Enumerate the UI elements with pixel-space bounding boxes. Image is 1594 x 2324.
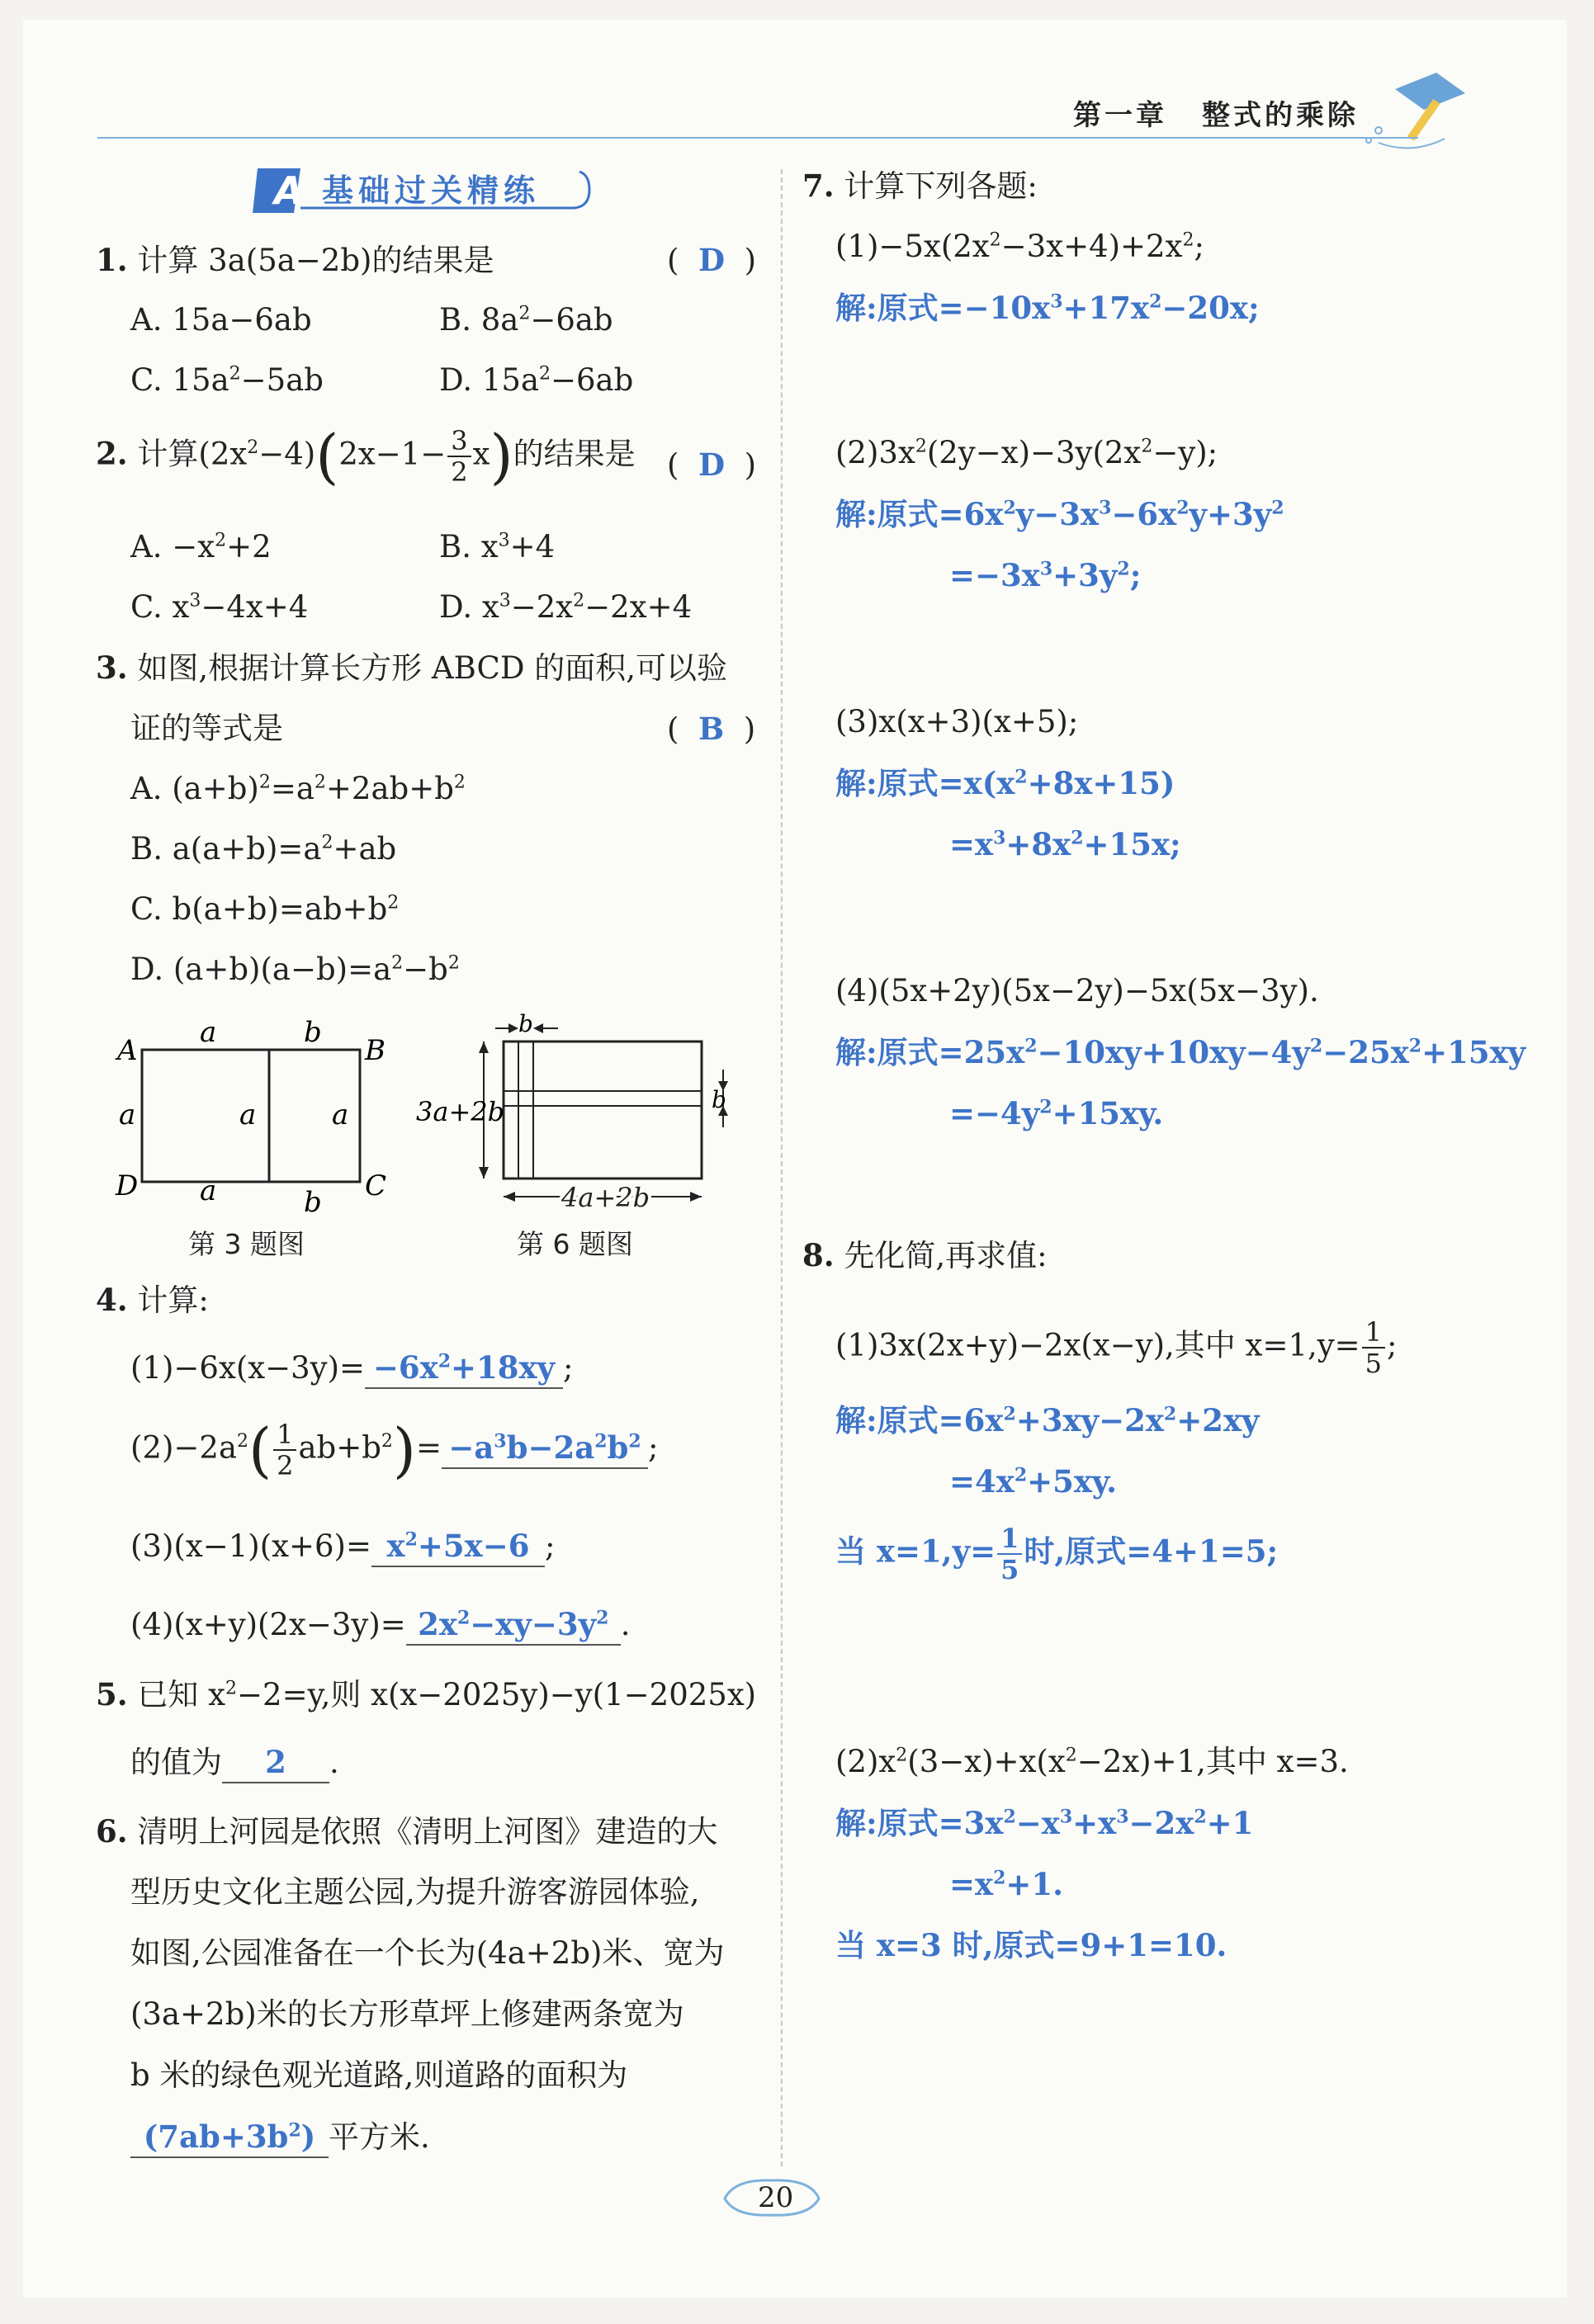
- q7-part-1: $(1)-5x(2x^2-3x+4)+2x^2$;: [835, 229, 1204, 264]
- page-number-badge: [718, 2174, 825, 2220]
- q1-option-a: A. 15a−6ab: [130, 302, 312, 338]
- q2-option-a: A. $-x^2+2$: [130, 529, 272, 564]
- figure-6-caption: 第 6 题图: [517, 1228, 633, 1260]
- q1-answer-bracket: ( D ): [667, 242, 757, 278]
- q3-option-b: B. $a(a+b)=a^2+ab$: [130, 831, 397, 867]
- q1-option-b: B. $8a^2-6ab$: [439, 302, 613, 338]
- q7-solution-2: 解:原式$=6x^2y-3x^3-6x^2y+3y^2$: [835, 496, 1284, 532]
- chapter-number: 第一章: [1073, 99, 1167, 132]
- q8-evaluation-2: 当 x=3 时,原式=9+1=10.: [835, 1927, 1227, 1963]
- vertex-a: A: [117, 1034, 138, 1067]
- q7-solution-4: 解:原式$=25x^2-10xy+10xy-4y^2-25x^2+15xy$: [835, 1034, 1526, 1070]
- q7-solution-1: 解:原式$=-10x^3+17x^2-20x$;: [835, 290, 1260, 326]
- q8-solution-2: 解:原式$=3x^2-x^3+x^3-2x^2+1$: [835, 1805, 1254, 1841]
- q3-line-2: 证的等式是: [130, 711, 283, 746]
- q4-part-3: $(3)(x-1)(x+6)= x^2+5x-6$ ;: [130, 1527, 555, 1567]
- section-banner: [253, 165, 599, 216]
- top-road-width: b: [518, 1012, 533, 1037]
- q5-line-2: 的值为 2 .: [130, 1743, 339, 1783]
- top-label-a: a: [200, 1017, 217, 1049]
- figure-3-rectangle: [107, 1017, 396, 1223]
- q8-evaluation-1: 当 x=1,y= $\frac{1}{5}$ 时,原式=4+1=5;: [835, 1523, 1279, 1585]
- q2-answer-bracket: ( D ): [667, 446, 757, 483]
- q7-solution-3: 解:原式$=x(x^2+8x+15)$: [835, 765, 1175, 801]
- header-rule: [97, 137, 1418, 139]
- q8-part-1: (1)3x(2x+y)−2x(x−y),其中 x=1,y= $\frac{1}{5}$ ;: [835, 1316, 1398, 1379]
- q8-solution-2-step: $=x^2+1$.: [949, 1866, 1064, 1902]
- q3-option-c: C. $b(a+b)=ab+b^2$: [130, 891, 400, 927]
- q6-answer: $(7ab+3b^2)$ 平方米.: [130, 2118, 430, 2158]
- q4-part-1: $(1)-6x(x-3y)= -6x^2+18xy$ ;: [130, 1349, 573, 1389]
- top-label-b: b: [304, 1017, 322, 1049]
- q8-part-2: $(2)x^2(3-x)+x(x^2-2x)+1$,其中 x=3.: [835, 1744, 1349, 1779]
- section-letter: A: [274, 168, 304, 213]
- chapter-title: 整式的乘除: [1202, 99, 1359, 132]
- question-5: 5. 已知 $x^2-2=y$,则 x(x−2025y)−y(1−2025x): [96, 1676, 757, 1712]
- width-label: 4a+2b: [561, 1182, 650, 1213]
- q8-solution-1-step: $=4x^2+5xy$.: [949, 1463, 1118, 1500]
- q7-part-4: (4)(5x+2y)(5x−2y)−5x(5x−3y).: [835, 973, 1319, 1008]
- q2-option-d: D. $x^3-2x^2-2x+4$: [439, 589, 693, 625]
- side-road-width: b: [712, 1086, 726, 1113]
- right-label-a: a: [332, 1098, 349, 1131]
- question-4: 4. 计算:: [96, 1282, 209, 1318]
- question-6-line-1: 6. 清明上河园是依照《清明上河图》建造的大: [96, 1813, 718, 1849]
- q2-option-b: B. $x^3+4$: [439, 529, 556, 564]
- section-title: 基础过关精练: [322, 172, 541, 209]
- figure-6-park: [413, 1012, 751, 1226]
- q7-part-3: (3)x(x+3)(x+5);: [835, 704, 1079, 739]
- q7-solution-2-step: $=-3x^3+3y^2$;: [949, 557, 1142, 593]
- question-3: 3. 如图,根据计算长方形 ABCD 的面积,可以验: [96, 649, 728, 686]
- chapter-header: [1073, 92, 1393, 133]
- question-6-line-3: 如图,公园准备在一个长为(4a+2b)米、宽为: [130, 1935, 725, 1971]
- question-1: 1. 计算 3a(5a−2b)的结果是: [96, 242, 494, 278]
- q1-option-c: C. $15a^2-5ab$: [130, 362, 324, 398]
- q7-solution-3-step: $=x^3+8x^2+15x$;: [949, 826, 1181, 862]
- height-label: 3a+2b: [416, 1096, 505, 1127]
- q8-solution-1: 解:原式$=6x^2+3xy-2x^2+2xy$: [835, 1402, 1260, 1438]
- mid-label-a: a: [239, 1098, 257, 1131]
- column-divider: [781, 169, 783, 2166]
- question-8: 8. 先化简,再求值:: [802, 1237, 1048, 1273]
- q3-option-a: A. $(a+b)^2=a^2+2ab+b^2$: [130, 771, 466, 806]
- vertex-d: D: [116, 1169, 139, 1202]
- page-number: 20: [758, 2181, 794, 2214]
- question-2: 2. 计算$(2x^2-4)(2x-1-$ $\frac{3}{2}$ x)的结果是: [96, 422, 636, 491]
- bottom-label-a: a: [200, 1174, 217, 1207]
- question-6-line-4: (3a+2b)米的长方形草坪上修建两条宽为: [130, 1996, 684, 2032]
- left-label-a: a: [119, 1098, 136, 1131]
- figure-3-caption: 第 3 题图: [188, 1228, 305, 1260]
- question-6-line-2: 型历史文化主题公园,为提升游客游园体验,: [130, 1874, 700, 1910]
- graduation-pencil-icon: [1362, 64, 1469, 155]
- q3-option-d: D. $(a+b)(a-b)=a^2-b^2$: [130, 952, 460, 987]
- q3-answer-bracket: ( B ): [667, 711, 756, 747]
- question-6-line-5: b 米的绿色观光道路,则道路的面积为: [130, 2057, 628, 2093]
- q7-solution-4-step: $=-4y^2+15xy$.: [949, 1095, 1164, 1131]
- vertex-b: B: [365, 1034, 385, 1067]
- q2-option-c: C. $x^3-4x+4$: [130, 589, 309, 625]
- q7-part-2: $(2)3x^2(2y-x)-3y(2x^2-y)$;: [835, 435, 1218, 470]
- vertex-c: C: [365, 1169, 387, 1202]
- q4-part-4: $(4)(x+y)(2x-3y)= 2x^2-xy-3y^2$ .: [130, 1605, 631, 1646]
- q1-option-d: D. $15a^2-6ab$: [439, 362, 634, 398]
- question-7: 7. 计算下列各题:: [802, 168, 1038, 204]
- bottom-label-b: b: [304, 1186, 322, 1219]
- q4-part-2: $(2)-2a^2$( $\frac{1}{2}$ $ab+b^2)= -a^3b-2a^2b^2$ ;: [130, 1415, 659, 1485]
